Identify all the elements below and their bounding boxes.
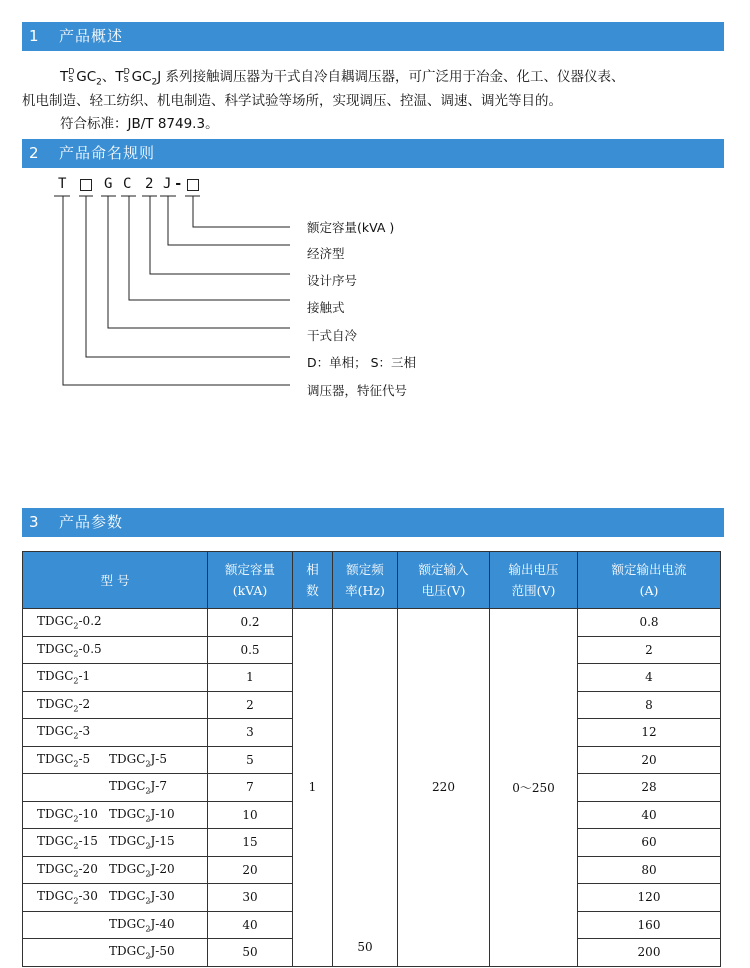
overview-subscript: 2 — [96, 77, 102, 88]
overview-text: J 系列接触调压器为干式自冷自耦调压器，可广泛用于冶金、化工、仪器仪表、 — [157, 69, 625, 85]
model-economy — [109, 834, 175, 850]
model-text: -1 — [78, 669, 91, 684]
model-text: TDGC — [109, 834, 146, 849]
cell-output-current: 120 — [578, 884, 721, 912]
cell-capacity: 2 — [208, 691, 293, 719]
naming-desc-design-serial: 设计序号 — [307, 273, 358, 288]
overview-line-3: 符合标准：JB/T 8749.3。 — [60, 116, 219, 132]
model-text: TDGC — [37, 834, 74, 849]
cell-capacity: 0.5 — [208, 636, 293, 664]
naming-desc-regulator: 调压器，特征代号 — [307, 383, 408, 398]
model-economy — [109, 917, 175, 933]
header-label: 率(Hz) — [345, 583, 385, 598]
cell-output-voltage: 0～250 — [490, 609, 578, 967]
model-text: TDGC — [37, 724, 74, 739]
model-text: TDGC — [37, 614, 74, 629]
model-text: TDGC — [109, 916, 146, 931]
model-standard — [23, 807, 109, 823]
cell-model — [23, 774, 208, 802]
model-subscript: 2 — [73, 621, 79, 631]
cell-model — [23, 856, 208, 884]
cell-model — [23, 884, 208, 912]
model-standard — [23, 697, 109, 713]
model-text: -20 — [78, 861, 98, 876]
code-letter-t: T — [58, 176, 67, 192]
cell-model — [23, 691, 208, 719]
section-title: 产品命名规则 — [59, 144, 156, 162]
model-text: TDGC — [109, 779, 146, 794]
model-text: J-30 — [150, 889, 175, 904]
model-subscript: 2 — [145, 951, 151, 961]
model-standard — [23, 669, 109, 685]
cell-model — [23, 939, 208, 967]
model-subscript: 2 — [73, 868, 79, 878]
cell-capacity: 1 — [208, 664, 293, 692]
model-subscript: 2 — [145, 813, 151, 823]
model-subscript: 2 — [145, 896, 151, 906]
cell-capacity: 20 — [208, 856, 293, 884]
model-text: J-40 — [150, 916, 175, 931]
model-text: TDGC — [109, 944, 146, 959]
model-text: TDGC — [37, 751, 74, 766]
model-economy — [109, 779, 167, 795]
model-subscript: 2 — [73, 731, 79, 741]
model-standard — [23, 862, 109, 878]
model-subscript: 2 — [73, 703, 79, 713]
cell-output-current: 200 — [578, 939, 721, 967]
cell-phase: 1 — [293, 609, 333, 967]
model-subscript: 2 — [145, 758, 151, 768]
model-text: J-7 — [150, 779, 167, 794]
stack-bottom: S — [68, 75, 74, 84]
model-standard — [23, 889, 109, 905]
code-letter-j: J — [163, 176, 172, 192]
model-economy — [109, 889, 175, 905]
code-letter-g: G — [104, 176, 113, 192]
model-text: -30 — [78, 889, 98, 904]
cell-model — [23, 746, 208, 774]
section-title: 产品参数 — [59, 513, 124, 531]
cell-frequency: 50 — [333, 609, 398, 967]
model-standard — [23, 724, 109, 740]
model-text: -10 — [78, 806, 98, 821]
model-text: J-10 — [150, 806, 175, 821]
model-standard — [23, 614, 109, 630]
table-row — [23, 609, 721, 637]
cell-output-current: 160 — [578, 911, 721, 939]
model-text: J-15 — [150, 834, 175, 849]
section-title: 产品概述 — [59, 27, 124, 45]
code-dash: - — [174, 176, 183, 192]
cell-output-current: 8 — [578, 691, 721, 719]
cell-model — [23, 636, 208, 664]
cell-model — [23, 801, 208, 829]
overview-text: GC — [131, 69, 152, 85]
header-label: 额定容量 — [224, 562, 275, 577]
cell-model — [23, 609, 208, 637]
model-text: TDGC — [37, 641, 74, 656]
overview-text: 、T — [101, 69, 124, 85]
cell-output-current: 80 — [578, 856, 721, 884]
cell-capacity: 0.2 — [208, 609, 293, 637]
model-text: TDGC — [109, 861, 146, 876]
header-label: (kVA) — [232, 583, 268, 598]
header-input-voltage — [398, 552, 490, 609]
header-label: 额定输入 — [418, 562, 469, 577]
section-number: 1 — [29, 27, 39, 45]
cell-capacity: 7 — [208, 774, 293, 802]
model-subscript: 2 — [145, 923, 151, 933]
model-text: -15 — [78, 834, 98, 849]
model-text: -2 — [78, 696, 91, 711]
cell-output-current: 40 — [578, 801, 721, 829]
model-subscript: 2 — [145, 786, 151, 796]
overview-line-2: 机电制造、轻工纺织、机电制造、科学试验等场所，实现调压、控温、调速、调光等目的。 — [22, 93, 562, 109]
header-label: 数 — [306, 583, 319, 598]
naming-desc-capacity: 额定容量(kVA ) — [307, 220, 395, 235]
naming-desc-economy: 经济型 — [307, 246, 345, 261]
model-text: TDGC — [109, 806, 146, 821]
naming-diagram — [0, 0, 750, 420]
model-standard — [23, 834, 109, 850]
model-text: J-20 — [150, 861, 175, 876]
model-text: -3 — [78, 724, 91, 739]
header-label: 电压(V) — [421, 583, 466, 598]
header-label: (A) — [639, 583, 659, 598]
cell-capacity: 50 — [208, 939, 293, 967]
model-text: TDGC — [37, 669, 74, 684]
header-model — [23, 552, 208, 609]
header-output-voltage — [490, 552, 578, 609]
header-label: 额定输出电流 — [611, 562, 687, 577]
model-economy — [109, 807, 175, 823]
cell-capacity: 10 — [208, 801, 293, 829]
model-subscript: 2 — [73, 648, 79, 658]
header-label: 额定频 — [346, 562, 384, 577]
cell-output-current: 28 — [578, 774, 721, 802]
model-subscript: 2 — [73, 896, 79, 906]
header-label: 范围(V) — [511, 583, 556, 598]
model-text: TDGC — [109, 889, 146, 904]
cell-capacity: 40 — [208, 911, 293, 939]
stack-top: D — [68, 67, 75, 76]
cell-capacity: 5 — [208, 746, 293, 774]
model-text: TDGC — [37, 806, 74, 821]
cell-model — [23, 664, 208, 692]
params-table-body — [23, 609, 721, 967]
cell-output-current: 2 — [578, 636, 721, 664]
model-economy — [109, 944, 175, 960]
overview-text: T — [60, 69, 69, 85]
cell-output-current: 12 — [578, 719, 721, 747]
naming-desc-contact: 接触式 — [307, 300, 345, 315]
model-subscript: 2 — [145, 841, 151, 851]
stack-bottom: S — [123, 75, 129, 84]
model-subscript: 2 — [73, 676, 79, 686]
model-subscript: 2 — [145, 868, 151, 878]
model-subscript: 2 — [73, 841, 79, 851]
cell-output-current: 20 — [578, 746, 721, 774]
cell-output-current: 0.8 — [578, 609, 721, 637]
naming-desc-dry-cooling: 干式自冷 — [307, 328, 358, 343]
stack-top: D — [123, 67, 130, 76]
model-text: TDGC — [37, 861, 74, 876]
section-number: 2 — [29, 144, 39, 162]
model-text: TDGC — [37, 696, 74, 711]
params-table — [22, 551, 721, 967]
cell-capacity: 3 — [208, 719, 293, 747]
model-standard — [23, 752, 109, 768]
model-subscript: 2 — [73, 758, 79, 768]
model-subscript: 2 — [73, 813, 79, 823]
model-economy — [109, 752, 167, 768]
cell-capacity: 30 — [208, 884, 293, 912]
model-text: J-50 — [150, 944, 175, 959]
model-text: TDGC — [109, 751, 146, 766]
model-economy — [109, 862, 175, 878]
header-label: 相 — [306, 562, 319, 577]
header-phase — [293, 552, 333, 609]
naming-desc-phase: D：单相； S：三相 — [307, 355, 417, 370]
section-header-params — [22, 508, 724, 537]
overview-text: GC — [76, 69, 97, 85]
header-label: 输出电压 — [508, 562, 559, 577]
header-frequency — [333, 552, 398, 609]
model-text: J-5 — [150, 751, 167, 766]
model-text: -0.2 — [78, 614, 102, 629]
header-output-current — [578, 552, 721, 609]
code-digit-2: 2 — [145, 176, 154, 192]
header-label: 型 号 — [100, 572, 130, 588]
model-text: TDGC — [37, 889, 74, 904]
cell-output-current: 60 — [578, 829, 721, 857]
table-header-row — [23, 552, 721, 609]
model-standard — [23, 642, 109, 658]
cell-output-current: 4 — [578, 664, 721, 692]
cell-model — [23, 719, 208, 747]
cell-capacity: 15 — [208, 829, 293, 857]
header-capacity — [208, 552, 293, 609]
section-number: 3 — [29, 513, 39, 531]
model-text: -5 — [78, 751, 91, 766]
cell-model — [23, 911, 208, 939]
code-letter-c: C — [123, 176, 132, 192]
cell-input-voltage: 220 — [398, 609, 490, 967]
overview-subscript: 2 — [151, 77, 158, 88]
cell-model — [23, 829, 208, 857]
model-text: -0.5 — [78, 641, 102, 656]
